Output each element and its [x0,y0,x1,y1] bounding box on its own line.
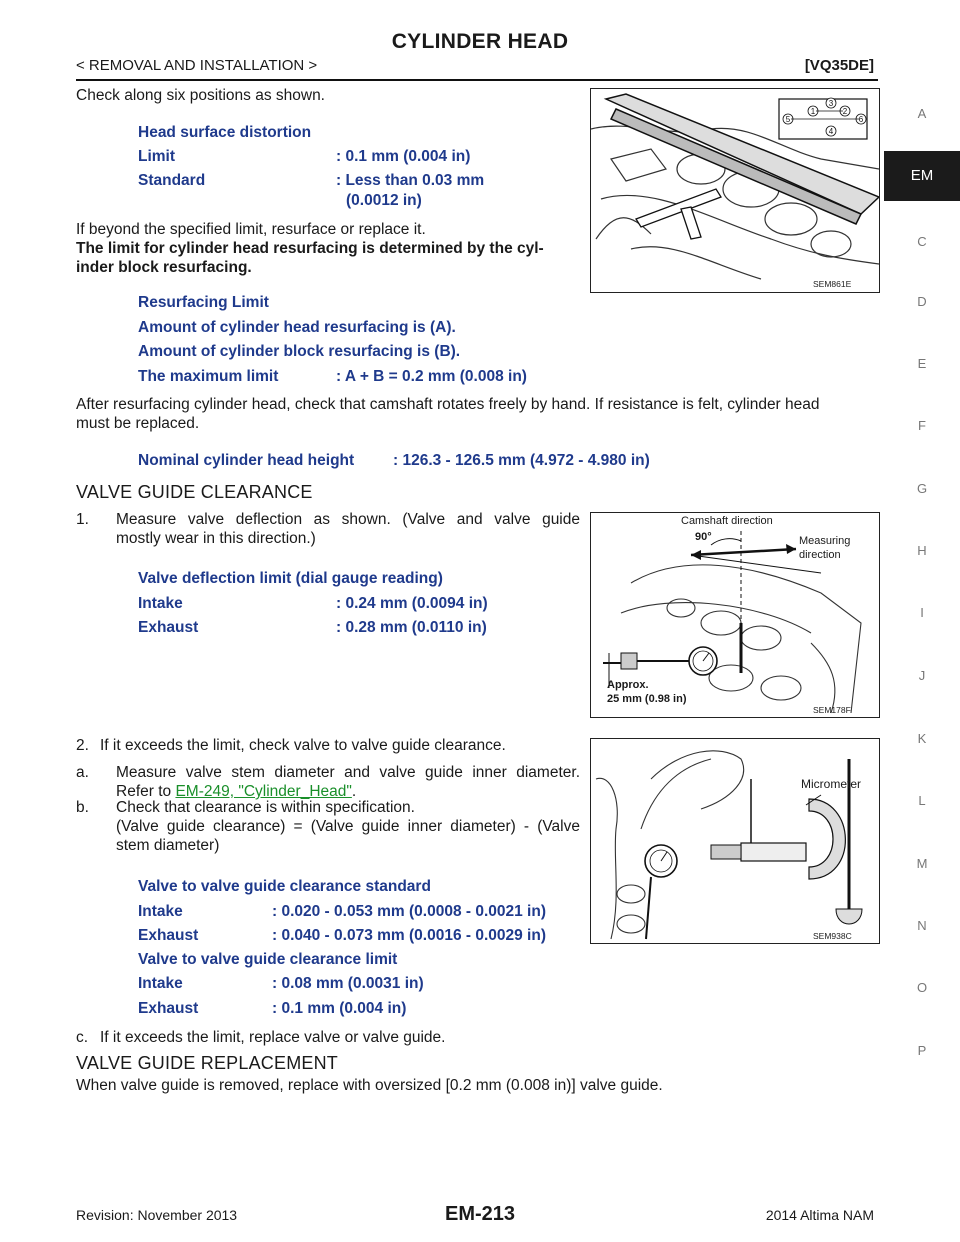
deflection-intake-value: : 0.24 mm (0.0094 in) [336,595,488,612]
resurfacing-b: Amount of cylinder block resurfacing is (B). [138,343,461,360]
micrometer-illustration [591,739,879,943]
side-tab-a[interactable]: A [917,106,927,121]
step2-text: If it exceeds the limit, check valve to valve guide clearance. [100,737,506,754]
nominal-label: Nominal cylinder head height [138,452,355,469]
side-tab-m[interactable]: M [916,856,928,871]
side-tab-o[interactable]: O [916,980,928,995]
beyond-text: If beyond the specified limit, resurface or replace it. [76,221,426,238]
stepb-text-2: (Valve guide clearance) = (Valve guide inner diameter) - (Valve [116,818,580,835]
after-text-2: must be replaced. [76,415,200,432]
resurfacing-title: Resurfacing Limit [138,294,269,311]
fig1-label-1: 1 [810,107,816,116]
figure-micrometer [590,738,880,944]
fig2-direction: direction [799,549,841,561]
lim-intake-label: Intake [138,975,183,992]
fig1-label-6: 6 [858,115,864,124]
lim-title: Valve to valve guide clearance limit [138,951,398,968]
std-intake-label: Intake [138,903,183,920]
nominal-value: : 126.3 - 126.5 mm (4.972 - 4.980 in) [393,452,650,469]
stepb-text-1: Check that clearance is within specification. [116,799,415,816]
fig1-label-4: 4 [828,127,834,136]
fig2-distance: 25 mm (0.98 in) [607,693,687,705]
heading-valve-guide-replacement: VALVE GUIDE REPLACEMENT [76,1053,338,1073]
figure-head-distortion [590,88,880,293]
step1-num: 1. [76,511,89,528]
side-tab-d[interactable]: D [917,294,927,309]
page-number: EM-213 [444,1203,516,1225]
side-tab-l[interactable]: L [918,793,926,808]
fig2-camshaft-direction: Camshaft direction [681,515,773,527]
lim-intake-value: : 0.08 mm (0.0031 in) [272,975,424,992]
fig1-label-3: 3 [828,99,834,108]
side-tab-p[interactable]: P [917,1043,927,1058]
side-tab-g[interactable]: G [916,481,928,496]
heading-valve-guide-clearance: VALVE GUIDE CLEARANCE [76,482,313,502]
side-tab-i[interactable]: I [920,605,924,620]
breadcrumb: < REMOVAL AND INSTALLATION > [76,57,318,74]
replacement-text: When valve guide is removed, replace with oversized [0.2 mm (0.008 in)] valve guide. [76,1077,663,1094]
stepa-num: a. [76,764,89,781]
side-tab-j[interactable]: J [918,668,926,683]
max-limit-value: : A + B = 0.2 mm (0.008 in) [336,368,527,385]
max-limit-label: The maximum limit [138,368,279,385]
deflection-title: Valve deflection limit (dial gauge reading) [138,570,443,587]
standard-label: Standard [138,172,206,189]
bold-note-2: inder block resurfacing. [76,259,252,276]
after-text-1: After resurfacing cylinder head, check that camshaft rotates freely by hand. If resistance is felt, cylinder head [76,396,820,413]
straightedge-illustration [591,89,879,292]
side-tab-e[interactable]: E [917,356,927,371]
step1-text-1: Measure valve deflection as shown. (Valve and valve guide [116,511,580,528]
std-exhaust-label: Exhaust [138,927,199,944]
lim-exhaust-value: : 0.1 mm (0.004 in) [272,1000,407,1017]
side-tab-f[interactable]: F [918,418,926,433]
stepc-num: c. [76,1029,89,1046]
fig3-micrometer-label: Micrometer [801,777,862,791]
fig1-label-5: 5 [785,115,791,124]
side-tab-c[interactable]: C [917,234,927,249]
stepa-text-1: Measure valve stem diameter and valve guide inner diameter. [116,764,580,781]
fig2-approx: Approx. [607,679,649,691]
resurfacing-a: Amount of cylinder head resurfacing is (A). [138,319,456,336]
side-tab-n[interactable]: N [917,918,927,933]
step1-text-2: mostly wear in this direction.) [116,530,316,547]
stepa-refer: Refer to [116,783,176,800]
side-tab-h[interactable]: H [917,543,927,558]
side-tab-k[interactable]: K [917,731,927,746]
spec-title: Head surface distortion [138,124,312,141]
deflection-exhaust-value: : 0.28 mm (0.0110 in) [336,619,487,636]
deflection-intake-label: Intake [138,595,183,612]
fig1-label-2: 2 [842,107,848,116]
deflection-exhaust-label: Exhaust [138,619,199,636]
stepb-text-3: stem diameter) [116,837,220,854]
std-title: Valve to valve guide clearance standard [138,878,431,895]
standard-value-2: (0.0012 in) [346,192,422,209]
stepc-text: If it exceeds the limit, replace valve or valve guide. [100,1029,446,1046]
fig1-code: SEM861E [813,279,852,289]
limit-value: : 0.1 mm (0.004 in) [336,148,471,165]
lim-exhaust-label: Exhaust [138,1000,199,1017]
side-tab-em-active[interactable]: EM [884,151,960,201]
fig2-code: SEM178F [813,705,851,715]
figure-valve-deflection [590,512,880,718]
bold-note-1: The limit for cylinder head resurfacing is determined by the cyl- [76,240,544,257]
fig3-code: SEM938C [813,931,852,941]
fig2-angle: 90° [695,531,712,543]
header-divider [76,79,878,81]
footer-model-year: 2014 Altima NAM [765,1207,874,1223]
cylinder-head-reference-link[interactable]: EM-249, "Cylinder_Head" [175,783,352,800]
limit-label: Limit [138,148,176,165]
stepb-num: b. [76,799,89,816]
std-exhaust-value: : 0.040 - 0.073 mm (0.0016 - 0.0029 in) [272,927,546,944]
std-intake-value: : 0.020 - 0.053 mm (0.0008 - 0.0021 in) [272,903,546,920]
step2-num: 2. [76,737,89,754]
fig2-measuring: Measuring [799,535,851,547]
standard-value: : Less than 0.03 mm [336,172,485,189]
footer-revision: Revision: November 2013 [76,1207,238,1223]
stepa-end: . [351,783,357,800]
intro-text: Check along six positions as shown. [76,87,325,104]
model-label: [VQ35DE] [804,57,874,74]
page-title: CYLINDER HEAD [391,30,569,53]
